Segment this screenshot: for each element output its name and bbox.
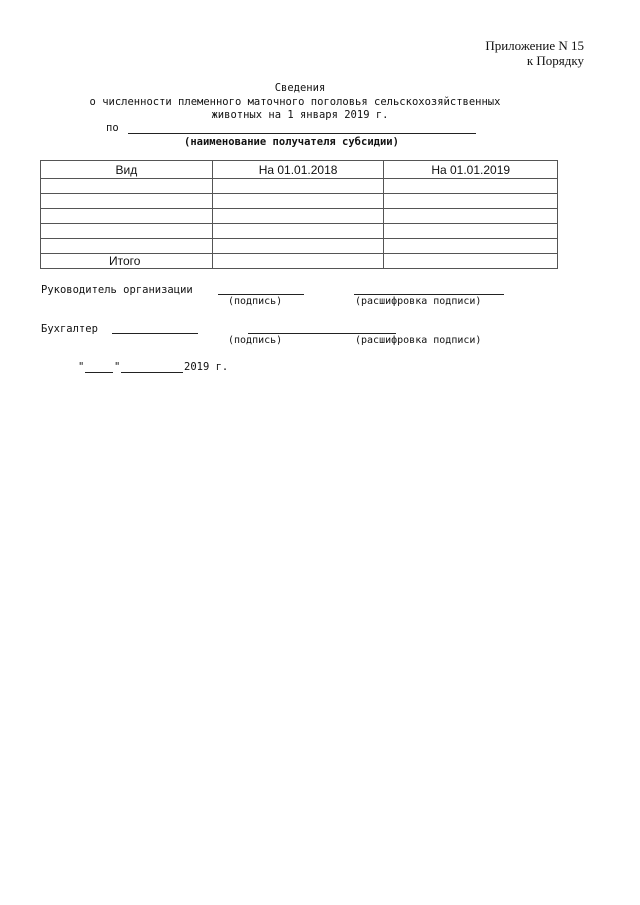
table-header-row: [41, 161, 558, 179]
document-subtitle-line2: животных на 1 января 2019 г.: [211, 109, 389, 121]
recipient-name-field[interactable]: [128, 133, 476, 134]
header-type: Вид: [41, 161, 213, 179]
head-decode-field[interactable]: [354, 294, 504, 295]
po-label: по: [106, 122, 119, 134]
table-cell[interactable]: [212, 224, 384, 239]
head-label: Руководитель организации: [41, 284, 193, 296]
total-2018-cell[interactable]: [212, 254, 384, 269]
accountant-label: Бухгалтер: [41, 323, 98, 335]
table-total-row: [41, 254, 558, 269]
table-cell[interactable]: [41, 239, 213, 254]
table-cell[interactable]: [384, 239, 558, 254]
appendix-order-ref: к Порядку: [526, 53, 584, 68]
table-cell[interactable]: [41, 179, 213, 194]
accountant-decode-caption: (расшифровка подписи): [355, 335, 482, 346]
header-2018: На 01.01.2018: [212, 161, 384, 179]
date-quote-open: ": [78, 361, 85, 373]
livestock-table: [40, 160, 558, 269]
table-cell[interactable]: [41, 224, 213, 239]
total-label: Итого: [41, 254, 213, 269]
header-2019: На 01.01.2019: [384, 161, 558, 179]
table-cell[interactable]: [212, 239, 384, 254]
table-cell[interactable]: [384, 194, 558, 209]
head-decode-caption: (расшифровка подписи): [355, 296, 482, 307]
total-2019-cell[interactable]: [384, 254, 558, 269]
table-cell[interactable]: [384, 209, 558, 224]
table-row: [41, 179, 558, 194]
appendix-reference: [485, 38, 584, 68]
document-title: Сведения: [274, 82, 326, 94]
appendix-number: Приложение N 15: [485, 38, 584, 53]
table-row: [41, 209, 558, 224]
accountant-signature-field[interactable]: [112, 333, 198, 334]
accountant-signature-caption: (подпись): [228, 335, 283, 346]
date-day-field[interactable]: [85, 372, 113, 373]
table-cell[interactable]: [212, 209, 384, 224]
date-quote-close: ": [114, 361, 121, 373]
head-signature-caption: (подпись): [228, 296, 283, 307]
document-subtitle-line1: о численности племенного маточного поголовья сельскохозяйственных: [89, 96, 501, 108]
date-month-field[interactable]: [121, 372, 183, 373]
table-cell[interactable]: [212, 179, 384, 194]
table-cell[interactable]: [384, 224, 558, 239]
table-row: [41, 224, 558, 239]
table-cell[interactable]: [212, 194, 384, 209]
accountant-decode-field[interactable]: [248, 333, 396, 334]
table-cell[interactable]: [41, 194, 213, 209]
table-cell[interactable]: [41, 209, 213, 224]
table-row: [41, 194, 558, 209]
table-cell[interactable]: [384, 179, 558, 194]
recipient-caption: (наименование получателя субсидии): [184, 136, 399, 148]
head-signature-field[interactable]: [218, 294, 304, 295]
table-row: [41, 239, 558, 254]
date-year-text: 2019 г.: [184, 361, 229, 373]
